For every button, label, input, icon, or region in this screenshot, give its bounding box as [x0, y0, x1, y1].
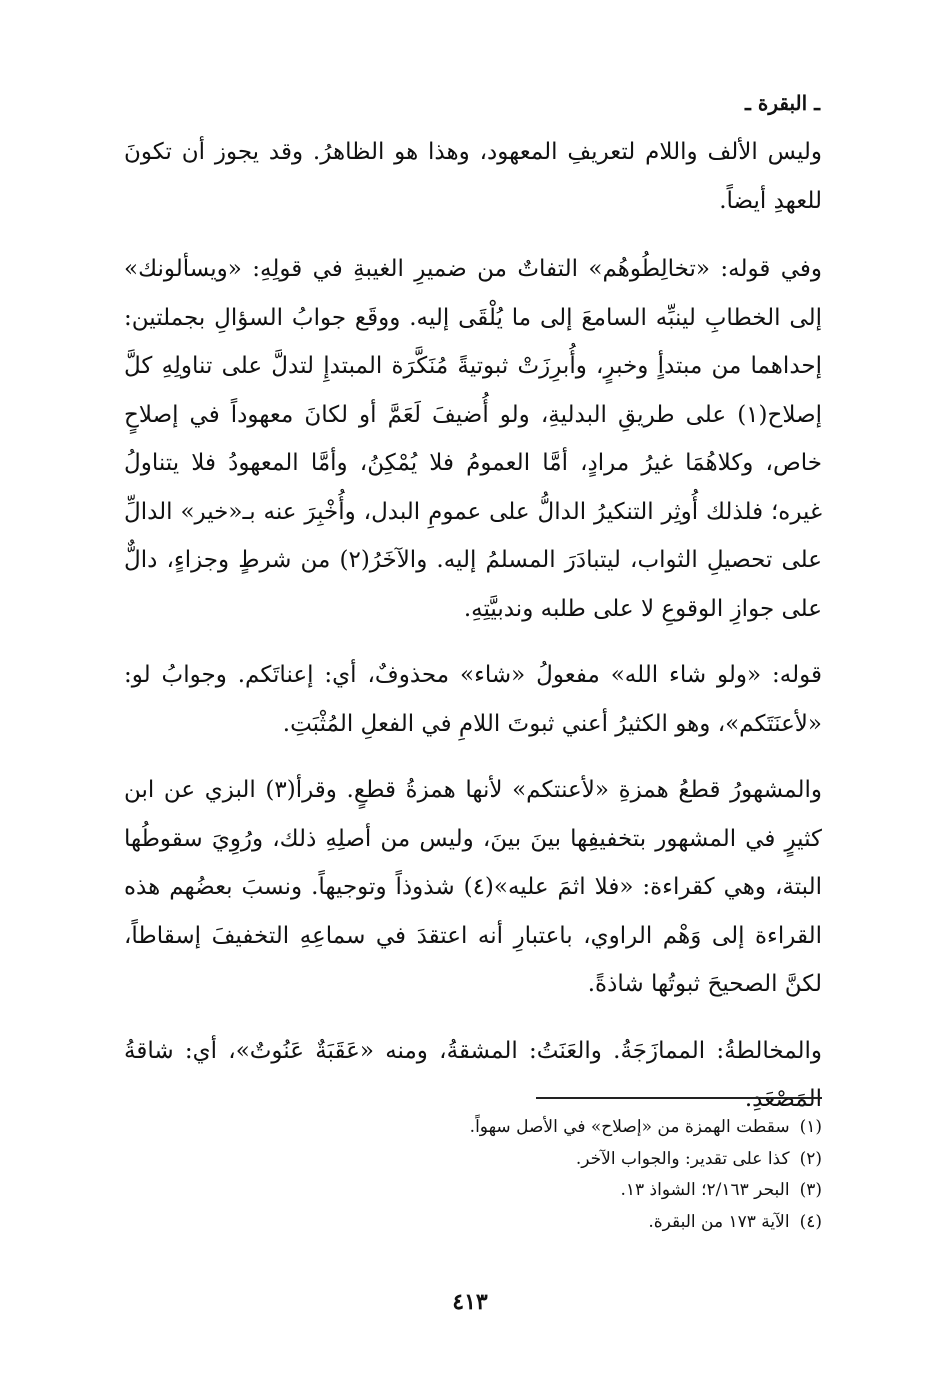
- footnote-item: [124, 1175, 822, 1207]
- footnote-text: كذا على تقدير: والجواب الآخر.: [575, 1148, 790, 1169]
- footnote-item: [124, 1207, 822, 1239]
- paragraph: والمشهورُ قطعُ همزةِ «لأعنتكم» لأنها همزةُ قطعٍ. وقرأ(٣) البزي عن ابن كثيرٍ في المشهور بتخفيفِها بينَ بينَ، وليس من أصلِهِ ذلك، ورُوِيَ سقوطُها البتة، وهي كقراءة: «فلا اثمَ عليه»(٤) شذوذاً وتوجيهاً. ونسبَ بعضُهم هذه القراءة إلى وَهْم الراوي، باعتبارِ أنه اعتقدَ في سماعِهِ التخفيفَ إسقاطاً، لكنَّ الصحيحَ ثبوتُها شاذةً.: [124, 777, 822, 997]
- footnote-number: (٣): [799, 1180, 822, 1200]
- footnote-number: (١): [799, 1117, 822, 1137]
- footnote-number: (٢): [799, 1148, 822, 1169]
- footnotes-list: [124, 1112, 822, 1238]
- footnote-item: [124, 1112, 822, 1144]
- footnote-text: سقطت الهمزة من «إصلاح» في الأصل سهواً.: [469, 1117, 790, 1137]
- footnote-text: الآية ١٧٣ من البقرة.: [648, 1211, 790, 1232]
- footnote-text: البحر ٢/١٦٣؛ الشواذ ١٣.: [620, 1180, 790, 1200]
- paragraph: قوله: «ولو شاء الله» مفعولُ «شاء» محذوفٌ، أي: إعناتَكم. وجوابُ لو: «لأعنَتَكم»، وهو الكثيرُ أعني ثبوتَ اللامِ في الفعلِ المُثْبَتِ.: [124, 662, 822, 737]
- page-number: ٤١٣: [452, 1289, 488, 1315]
- main-text: [124, 128, 822, 1142]
- paragraph: وليس الألف واللام لتعريفِ المعهود، وهذا هو الظاهرُ. وقد يجوز أن تكونَ للعهدِ أيضاً.: [124, 139, 822, 214]
- running-header: ـ البقرة ـ: [745, 91, 820, 115]
- footnote-item: [124, 1144, 822, 1176]
- footnote-separator: [536, 1097, 822, 1099]
- paragraph: وفي قوله: «تخالِطُوهُم» التفاتٌ من ضميرِ الغيبةِ في قولِهِ: «ويسألونك» إلى الخطابِ لينبِّه السامعَ إلى ما يُلْقَى إليه. ووقَع جوابُ السؤالِ بجملتين: إحداهما من مبتدأٍ وخبرٍ، وأُبرِزَتْ ثبوتيةً مُنَكَّرَة المبتدإِ لتدلَّ على تناولِهِ كلَّ إصلاح(١) على طريقِ البدليةِ، ولو أُضيفَ لَعَمَّ أو لكانَ معهوداً في إصلاحٍ خاص، وكلاهُمَا غيرُ مرادٍ، أمَّا العمومُ فلا يُمْكِنُ، وأمَّا المعهودُ فلا يتناولُ غيره؛ فلذلك أُوثِر التنكيرُ الدالُّ على عمومِ البدل، وأُخْبِرَ عنه بـ«خير» الدالِّ على تحصيلِ الثواب، ليتبادَرَ المسلمُ إليه. والآخَرُ(٢) من شرطٍ وجزاءٍ، دالٌّ على جوازِ الوقوعِ لا على طلبه وندبيَّتِهِ.: [124, 256, 823, 622]
- footnote-number: (٤): [799, 1211, 822, 1232]
- paragraph: والمخالطةُ: الممازَجَةُ. والعَنَتُ: المشقةُ، ومنه «عَقَبَةٌ عَنُوتٌ»، أي: شاقةُ المَصْعَدِ.: [124, 1037, 822, 1112]
